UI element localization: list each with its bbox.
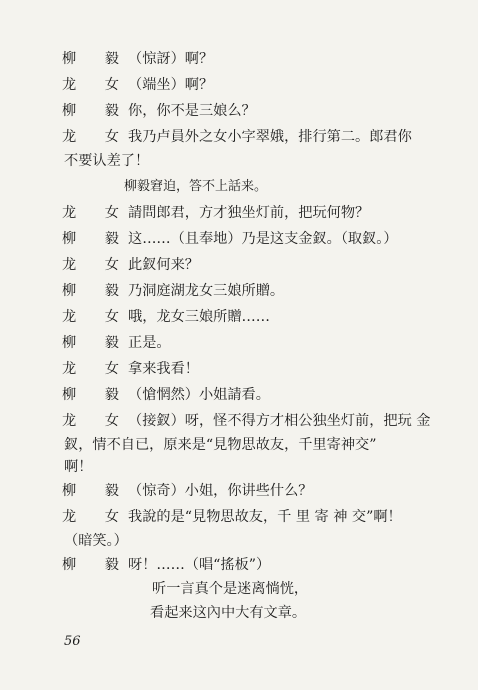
dialogue-text: 这……（且奉地）乃是这支金釵。（取釵。） — [128, 231, 398, 247]
speaker-name: 龙 女 — [62, 205, 131, 221]
speaker-name: 柳 毅 — [62, 335, 131, 351]
verse-line: 看起来这內中大有文章。 — [150, 605, 307, 621]
speaker-name: 柳 毅 — [62, 103, 131, 119]
dialogue-text: （接釵）呀，怪不得方才相公独坐灯前，把玩 金 — [128, 413, 431, 429]
page-number: 56 — [64, 634, 81, 649]
dialogue-continuation: 釵，情不自已，原来是“見物思故友，千里寄神交” — [64, 437, 377, 453]
dialogue-text: （端坐）啊？ — [128, 77, 214, 93]
dialogue-text: （惊訝）啊？ — [128, 51, 214, 67]
speaker-name: 柳 毅 — [62, 283, 131, 299]
dialogue-continuation: 不要认差了！ — [64, 153, 150, 169]
speaker-name: 柳 毅 — [62, 387, 131, 403]
speaker-name: 柳 毅 — [62, 231, 131, 247]
speaker-name: 龙 女 — [62, 309, 131, 325]
verse-line: 听一言真个是迷离惝恍， — [152, 581, 309, 597]
dialogue-text: 請問郎君，方才独坐灯前，把玩何物？ — [128, 205, 370, 221]
speaker-name: 龙 女 — [62, 129, 131, 145]
speaker-name: 龙 女 — [62, 77, 131, 93]
dialogue-continuation: （暗笑。） — [64, 533, 128, 549]
dialogue-text: 我說的是“見物思故友，千 里 寄 神 交”啊！ — [128, 509, 402, 525]
dialogue-continuation: 啊！ — [64, 459, 93, 475]
stage-direction: 柳毅窘迫，答不上話来。 — [124, 179, 268, 194]
dialogue-text: （愴惘然）小姐請看。 — [128, 387, 270, 403]
speaker-name: 龙 女 — [62, 257, 131, 273]
speaker-name: 柳 毅 — [62, 557, 131, 573]
speaker-name: 柳 毅 — [62, 51, 131, 67]
dialogue-text: （惊奇）小姐，你讲些什么？ — [128, 483, 313, 499]
dialogue-text: 呀！……（唱“搖板”） — [128, 557, 271, 573]
dialogue-text: 拿来我看！ — [128, 361, 199, 377]
dialogue-text: 乃洞庭湖龙女三娘所贈。 — [128, 283, 285, 299]
dialogue-text: 我乃卢員外之女小字翠娥，排行第二。郎君你 — [128, 129, 412, 145]
speaker-name: 柳 毅 — [62, 483, 131, 499]
dialogue-text: 正是。 — [128, 335, 171, 351]
speaker-name: 龙 女 — [62, 361, 131, 377]
dialogue-text: 哦，龙女三娘所贈…… — [128, 309, 270, 325]
speaker-name: 龙 女 — [62, 509, 131, 525]
dialogue-text: 你，你不是三娘么？ — [128, 103, 256, 119]
speaker-name: 龙 女 — [62, 413, 131, 429]
dialogue-text: 此釵何来？ — [128, 257, 199, 273]
